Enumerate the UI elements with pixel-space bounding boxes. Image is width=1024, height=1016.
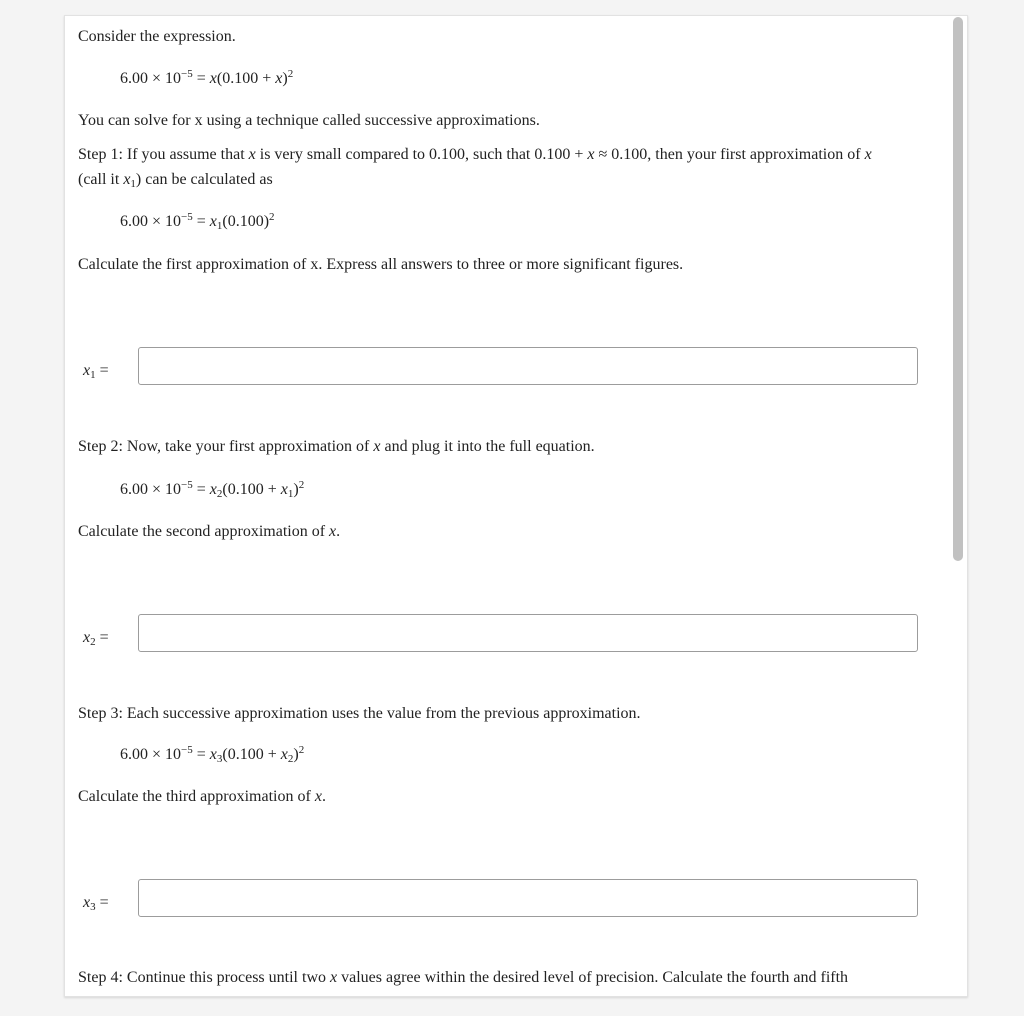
step3-equation: $6.00 \times 10^{-5} = x_3(0.100 + x_2)^2$ — [120, 744, 305, 765]
step2-instruction: Calculate the second approximation of x. — [78, 523, 341, 540]
x3-answer-label: $x_3$ = — [83, 894, 109, 913]
step2-equation: $6.00 \times 10^{-5} = x_2(0.100 + x_1)^2$ — [120, 479, 305, 500]
technique-text: You can solve for x using a technique called successive approximations. — [78, 112, 540, 129]
step3-text: Step 3: Each successive approximation uses the value from the previous approximation. — [78, 705, 641, 722]
intro-consider: Consider the expression. — [78, 28, 236, 45]
x1-answer-input[interactable] — [138, 347, 918, 385]
step1-equation: $6.00 \times 10^{-5} = x_1(0.100)^2$ — [120, 211, 275, 232]
scrollbar-thumb[interactable] — [953, 17, 963, 561]
main-equation: $6.00 \times 10^{-5} = x(0.100 + x)^2$ — [120, 68, 294, 87]
step1-instruction: Calculate the first approximation of x. Express all answers to three or more significant figures. — [78, 256, 684, 273]
x1-answer-label: $x_1$ = — [83, 362, 109, 381]
step2-text: Step 2: Now, take your first approximation of x and plug it into the full equation. — [78, 438, 595, 455]
question-card — [64, 15, 968, 997]
x2-answer-label: $x_2$ = — [83, 629, 109, 648]
step3-instruction: Calculate the third approximation of x. — [78, 788, 326, 805]
step4-text: Step 4: Continue this process until two x values agree within the desired level of precision. Calculate the fourth and fifth — [78, 969, 849, 986]
x3-answer-input[interactable] — [138, 879, 918, 917]
x2-answer-input[interactable] — [138, 614, 918, 652]
step1-text: Step 1: If you assume that x is very small compared to 0.100, such that 0.100 + x ≈ 0.100, then your first approximation of x (call it $x_1$) can be calculated as — [78, 146, 872, 190]
